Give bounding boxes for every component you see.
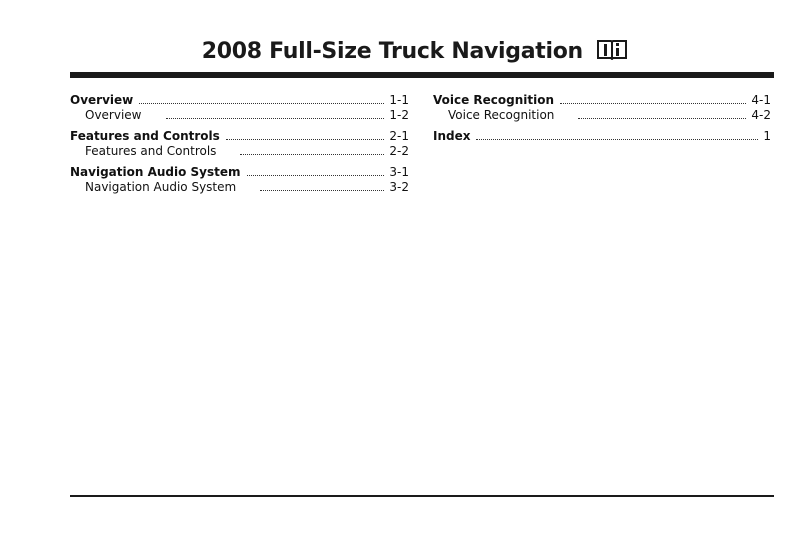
toc-entry-features-and-controls[interactable] [70,128,409,144]
toc-subentry-navigation-audio-system[interactable] [70,179,409,195]
toc-entry-label: Index [433,129,471,143]
toc-entry-page: 3-2 [389,180,409,194]
toc-dot-leader [560,93,746,104]
toc-entry-index[interactable] [433,128,771,144]
toc-entry-page: 4-2 [751,108,771,122]
toc-entry-label: Navigation Audio System [85,180,237,194]
toc-dot-leader [226,129,385,140]
toc-entry-page: 3-1 [389,165,409,179]
toc-entry-label: Navigation Audio System [70,165,241,179]
toc-right-column [433,92,771,144]
toc-dot-leader [247,165,385,176]
bottom-divider [70,495,774,497]
toc-dot-leader [166,108,385,119]
top-divider [70,72,774,78]
toc-entry-page: 4-1 [751,93,771,107]
toc-entry-overview[interactable] [70,92,409,108]
toc-entry-label: Overview [70,93,134,107]
page-title-text: 2008 Full-Size Truck Navigation [201,39,583,64]
toc-entry-page: 1-1 [389,93,409,107]
toc-dot-leader [578,108,746,119]
toc-dot-leader [240,144,384,155]
toc-subentry-features-and-controls[interactable] [70,143,409,159]
toc-dot-leader [476,129,758,140]
toc-entry-page: 1 [763,129,771,143]
toc-subentry-voice-recognition[interactable] [433,107,771,123]
book-info-icon [596,38,628,66]
toc-dot-leader [139,93,384,104]
toc-entry-page: 2-2 [389,144,409,158]
toc-entry-voice-recognition[interactable] [433,92,771,108]
toc-entry-page: 2-1 [389,129,409,143]
toc-subentry-overview[interactable] [70,107,409,123]
page-title [0,38,802,66]
toc-entry-label: Voice Recognition [433,93,555,107]
toc-left-column [70,92,409,195]
toc-entry-navigation-audio-system[interactable] [70,164,409,180]
toc-entry-label: Voice Recognition [448,108,555,122]
toc-entry-label: Features and Controls [85,144,217,158]
toc-dot-leader [260,180,384,191]
toc-entry-label: Overview [85,108,142,122]
toc-entry-page: 1-2 [389,108,409,122]
toc-entry-label: Features and Controls [70,129,220,143]
